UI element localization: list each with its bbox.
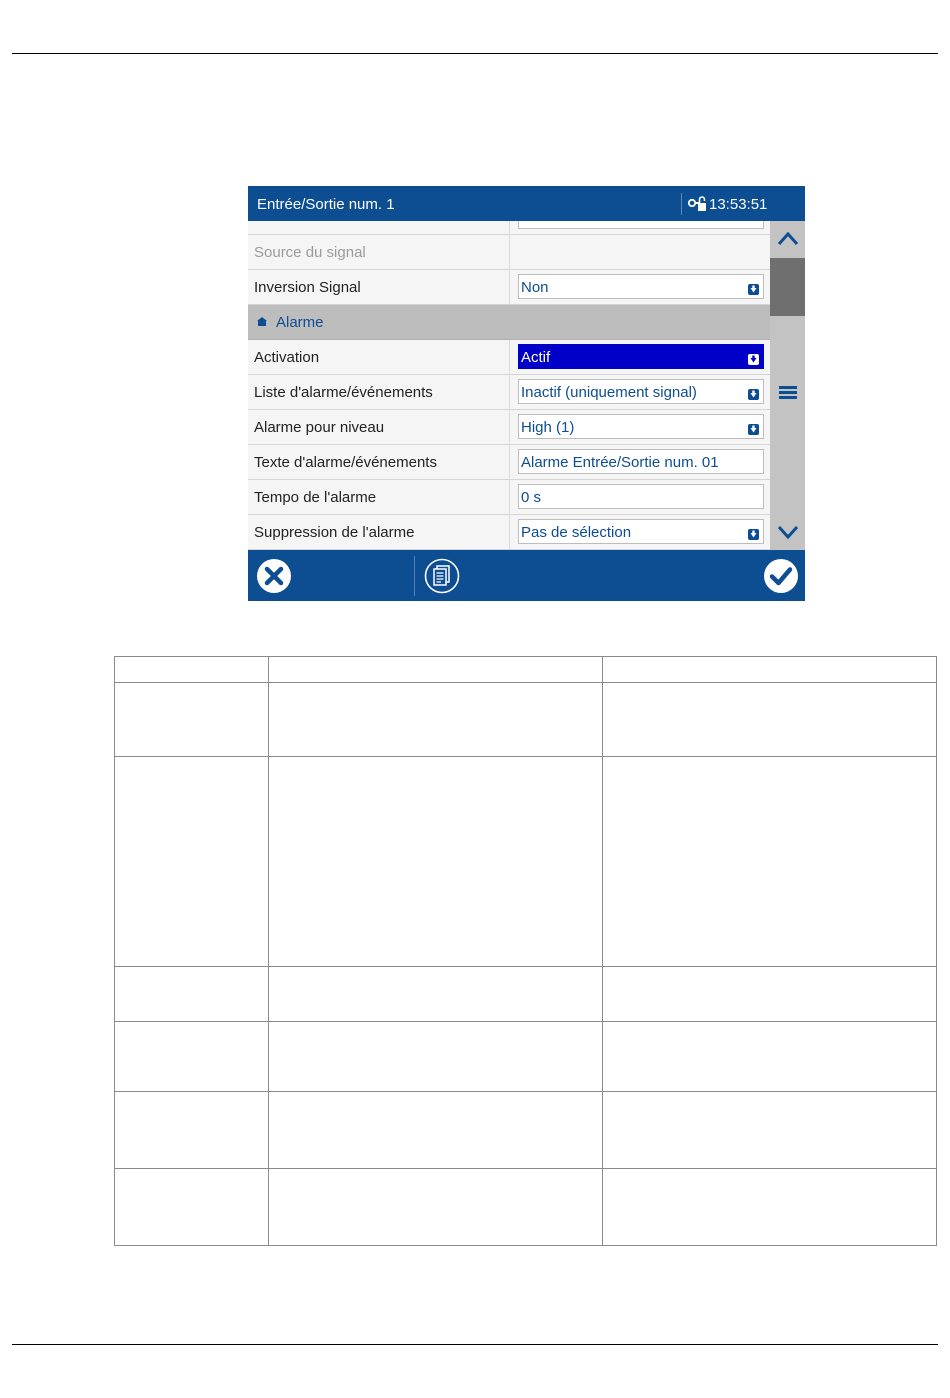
parameter-value: Alarme Entrée/Sortie num. 01 — [521, 454, 719, 471]
parameter-label: Activation — [254, 349, 320, 366]
parameter-value: High (1) — [521, 419, 575, 436]
parameter-row[interactable] — [248, 410, 770, 445]
page-bottom-rule — [12, 1344, 938, 1345]
column-divider — [509, 445, 510, 479]
parameter-label: Texte d'alarme/événements — [254, 454, 437, 471]
parameter-input[interactable] — [518, 484, 764, 509]
cancel-icon[interactable] — [256, 558, 292, 594]
parameter-dropdown[interactable] — [518, 274, 764, 299]
dropdown-arrow-icon[interactable] — [748, 422, 759, 433]
table-row — [115, 967, 937, 1022]
group-label: Alarme — [276, 314, 324, 331]
column-divider — [509, 375, 510, 409]
footer-separator — [414, 556, 415, 596]
parameter-row[interactable] — [248, 375, 770, 410]
lock-icon — [687, 195, 707, 212]
parameter-row[interactable] — [248, 445, 770, 480]
parameter-input[interactable] — [518, 221, 764, 229]
parameter-dropdown[interactable] — [518, 519, 764, 544]
dropdown-arrow-icon[interactable] — [748, 527, 759, 538]
parameter-dropdown[interactable] — [518, 414, 764, 439]
parameter-value: Pas de sélection — [521, 524, 632, 541]
footer-bar — [248, 550, 805, 601]
scrollbar-thumb[interactable] — [770, 258, 805, 316]
dropdown-arrow-icon[interactable] — [748, 282, 759, 293]
parameter-row[interactable] — [248, 480, 770, 515]
table-row — [115, 683, 937, 757]
description-table — [114, 656, 937, 1246]
parameter-dropdown[interactable] — [518, 379, 764, 404]
column-divider — [509, 480, 510, 514]
parameter-label: Inversion Signal — [254, 279, 361, 296]
parameter-value: Non — [521, 279, 549, 296]
group-collapse-icon[interactable] — [257, 317, 267, 326]
title-separator — [681, 193, 682, 215]
parameter-label: Alarme pour niveau — [254, 419, 385, 436]
scroll-down-icon[interactable] — [776, 520, 800, 544]
dropdown-arrow-icon[interactable] — [748, 387, 759, 398]
column-divider — [509, 515, 510, 549]
scroll-up-icon[interactable] — [776, 227, 800, 251]
table-row — [115, 1169, 937, 1246]
table-row — [115, 657, 937, 683]
parameter-dropdown[interactable] — [518, 344, 764, 369]
parameter-label: Liste d'alarme/événements — [254, 384, 433, 401]
menu-icon[interactable] — [776, 380, 800, 404]
parameter-input[interactable] — [518, 449, 764, 474]
parameter-row — [248, 235, 770, 270]
column-divider — [509, 235, 510, 269]
parameter-row[interactable] — [248, 340, 770, 375]
clock: 13:53:51 — [709, 196, 768, 213]
parameter-row[interactable] — [248, 515, 770, 550]
column-divider — [509, 221, 510, 234]
column-divider — [509, 410, 510, 444]
confirm-icon[interactable] — [763, 558, 799, 594]
parameter-label: Tempo de l'alarme — [254, 489, 377, 506]
document-icon[interactable] — [424, 558, 460, 594]
table-row — [115, 1022, 937, 1092]
column-divider — [509, 270, 510, 304]
parameter-list[interactable] — [248, 221, 770, 550]
dropdown-arrow-icon[interactable] — [748, 352, 759, 363]
table-row — [115, 757, 937, 967]
title-bar — [248, 186, 805, 221]
parameter-value: Inactif (uniquement signal) — [521, 384, 697, 401]
page-top-rule — [12, 53, 938, 54]
parameter-value: Actif — [521, 349, 551, 366]
parameter-label: Suppression de l'alarme — [254, 524, 415, 541]
parameter-label: Source du signal — [254, 244, 366, 261]
device-screen — [248, 186, 805, 601]
group-header-alarm[interactable] — [248, 305, 770, 340]
parameter-value: 0 s — [521, 489, 542, 506]
scrollbar[interactable] — [770, 221, 805, 550]
parameter-row[interactable] — [248, 221, 770, 235]
column-divider — [509, 340, 510, 374]
screen-title: Entrée/Sortie num. 1 — [257, 196, 395, 213]
parameter-row[interactable] — [248, 270, 770, 305]
table-row — [115, 1092, 937, 1169]
